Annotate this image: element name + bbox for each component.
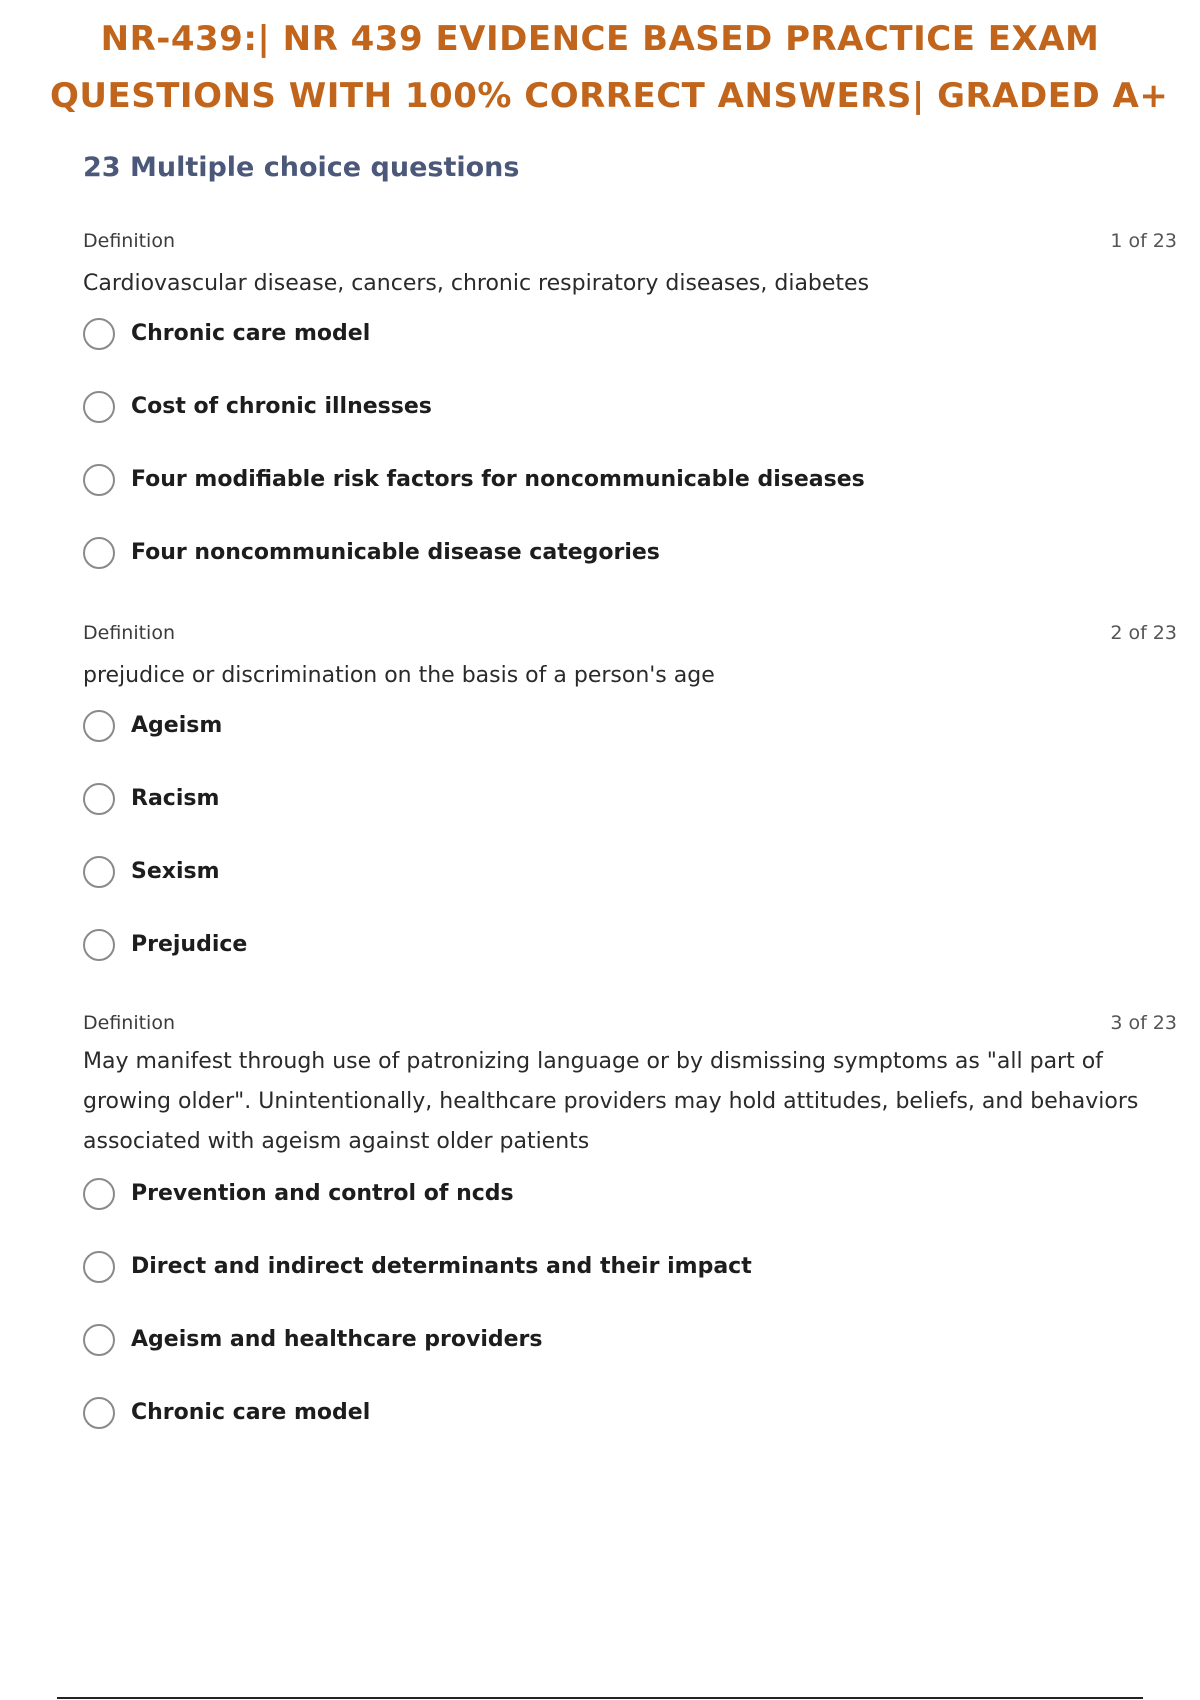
- answer-options: [83, 318, 1177, 610]
- answer-option-label: Sexism: [131, 859, 220, 884]
- question-count-heading: 23 Multiple choice questions: [83, 152, 520, 183]
- radio-button-icon[interactable]: [83, 464, 115, 496]
- answer-option[interactable]: [83, 783, 1177, 856]
- document-title-line-2: QUESTIONS WITH 100% CORRECT ANSWERS| GRADED A+: [50, 76, 1169, 116]
- radio-button-icon[interactable]: [83, 537, 115, 569]
- question-counter: 3 of 23: [1110, 1012, 1177, 1034]
- answer-option[interactable]: [83, 1324, 1177, 1397]
- answer-option[interactable]: [83, 710, 1177, 783]
- question-counter: 1 of 23: [1110, 230, 1177, 252]
- radio-button-icon[interactable]: [83, 318, 115, 350]
- answer-option[interactable]: [83, 1397, 1177, 1470]
- radio-button-icon[interactable]: [83, 1251, 115, 1283]
- question-card-1: [83, 230, 1177, 610]
- answer-option-label: Ageism and healthcare providers: [131, 1327, 543, 1352]
- answer-option-label: Chronic care model: [131, 1400, 371, 1425]
- answer-option-label: Four noncommunicable disease categories: [131, 540, 660, 565]
- document-title-line-1: NR-439:| NR 439 EVIDENCE BASED PRACTICE EXAM: [100, 19, 1100, 59]
- footer-divider: [57, 1697, 1143, 1699]
- question-type-label: Definition: [83, 1012, 176, 1034]
- answer-option[interactable]: [83, 856, 1177, 929]
- answer-option[interactable]: [83, 929, 1177, 1002]
- radio-button-icon[interactable]: [83, 1324, 115, 1356]
- radio-button-icon[interactable]: [83, 856, 115, 888]
- answer-option[interactable]: [83, 537, 1177, 610]
- question-prompt: prejudice or discrimination on the basis of a person's age: [83, 663, 715, 688]
- answer-option-label: Four modifiable risk factors for noncommunicable diseases: [131, 467, 865, 492]
- answer-option[interactable]: [83, 391, 1177, 464]
- radio-button-icon[interactable]: [83, 391, 115, 423]
- question-header: [83, 230, 1177, 254]
- radio-button-icon[interactable]: [83, 1178, 115, 1210]
- answer-option[interactable]: [83, 1178, 1177, 1251]
- question-card-3: [83, 1012, 1177, 1470]
- radio-button-icon[interactable]: [83, 783, 115, 815]
- question-type-label: Definition: [83, 230, 176, 252]
- question-counter: 2 of 23: [1110, 622, 1177, 644]
- answer-options: [83, 710, 1177, 1002]
- radio-button-icon[interactable]: [83, 710, 115, 742]
- radio-button-icon[interactable]: [83, 929, 115, 961]
- question-prompt: Cardiovascular disease, cancers, chronic respiratory diseases, diabetes: [83, 271, 870, 296]
- question-card-2: [83, 622, 1177, 1002]
- answer-option[interactable]: [83, 318, 1177, 391]
- radio-button-icon[interactable]: [83, 1397, 115, 1429]
- answer-option-label: Chronic care model: [131, 321, 371, 346]
- answer-option-label: Cost of chronic illnesses: [131, 394, 432, 419]
- answer-options: [83, 1178, 1177, 1470]
- question-type-label: Definition: [83, 622, 176, 644]
- question-prompt: May manifest through use of patronizing language or by dismissing symptoms as "all part of growing older". Unintentionally, healthcare providers may hold attitudes, beliefs, and behaviors associated with ageism against older patients: [83, 1049, 1139, 1154]
- answer-option-label: Direct and indirect determinants and their impact: [131, 1254, 752, 1279]
- answer-option-label: Racism: [131, 786, 220, 811]
- answer-option[interactable]: [83, 1251, 1177, 1324]
- answer-option-label: Prevention and control of ncds: [131, 1181, 514, 1206]
- question-header: [83, 622, 1177, 646]
- answer-option-label: Prejudice: [131, 932, 248, 957]
- question-header: [83, 1012, 1177, 1036]
- answer-option[interactable]: [83, 464, 1177, 537]
- answer-option-label: Ageism: [131, 713, 223, 738]
